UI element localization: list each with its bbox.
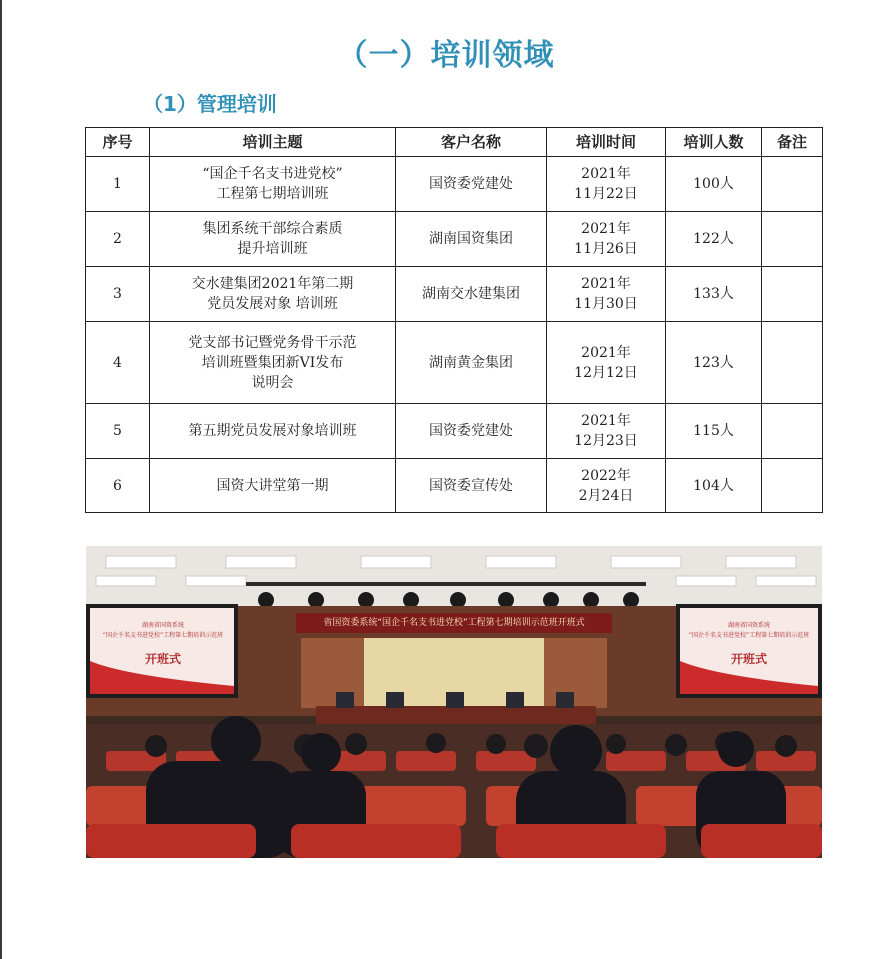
cell-client: 国资委党建处 xyxy=(396,404,547,459)
table-row xyxy=(86,459,823,513)
cell-count: 104人 xyxy=(666,459,762,513)
right-screen-line2: “国企千名支书进党校”工程第七期培训示范班 xyxy=(688,632,810,639)
cell-topic: 集团系统干部综合素质 提升培训班 xyxy=(150,212,396,267)
header-no: 序号 xyxy=(86,128,150,157)
cell-note xyxy=(762,267,823,322)
sub-title: （1）管理培训 xyxy=(143,92,277,116)
cell-topic: 交水建集团2021年第二期 党员发展对象 培训班 xyxy=(150,267,396,322)
header-client: 客户名称 xyxy=(396,128,547,157)
cell-topic: 第五期党员发展对象培训班 xyxy=(150,404,396,459)
table-row xyxy=(86,322,823,404)
meeting-hall-illustration xyxy=(86,546,822,858)
cell-client: 国资委党建处 xyxy=(396,157,547,212)
cell-count: 100人 xyxy=(666,157,762,212)
meeting-photo xyxy=(86,546,822,858)
cell-note xyxy=(762,459,823,513)
table-row xyxy=(86,212,823,267)
right-screen xyxy=(680,608,818,694)
header-note: 备注 xyxy=(762,128,823,157)
right-screen-line1: 湖南省国资系统 xyxy=(727,622,770,629)
table-header-row xyxy=(86,128,823,157)
left-screen-title: 开班式 xyxy=(144,652,181,666)
table-row xyxy=(86,157,823,212)
cell-no: 2 xyxy=(86,212,150,267)
stage-banner: 省国资委系统“国企千名支书进党校”工程第七期培训示范班开班式 xyxy=(323,618,585,628)
cell-note xyxy=(762,322,823,404)
cell-no: 6 xyxy=(86,459,150,513)
cell-count: 133人 xyxy=(666,267,762,322)
cell-time: 2021年 11月22日 xyxy=(547,157,666,212)
cell-topic: “国企千名支书进党校” 工程第七期培训班 xyxy=(150,157,396,212)
left-screen-line2: “国企千名支书进党校”工程第七期培训示范班 xyxy=(102,632,224,639)
cell-client: 湖南交水建集团 xyxy=(396,267,547,322)
table-row xyxy=(86,267,823,322)
header-topic: 培训主题 xyxy=(150,128,396,157)
cell-no: 3 xyxy=(86,267,150,322)
cell-topic: 党支部书记暨党务骨干示范 培训班暨集团新VI发布 说明会 xyxy=(150,322,396,404)
cell-time: 2021年 11月30日 xyxy=(547,267,666,322)
table-row xyxy=(86,404,823,459)
cell-no: 5 xyxy=(86,404,150,459)
cell-count: 115人 xyxy=(666,404,762,459)
cell-time: 2022年 2月24日 xyxy=(547,459,666,513)
section-title: （一）培训领域 xyxy=(337,38,555,73)
cell-count: 122人 xyxy=(666,212,762,267)
left-screen-line1: 湖南省国资系统 xyxy=(141,622,184,629)
cell-no: 4 xyxy=(86,322,150,404)
right-screen-title: 开班式 xyxy=(730,652,767,666)
cell-no: 1 xyxy=(86,157,150,212)
header-count: 培训人数 xyxy=(666,128,762,157)
cell-topic: 国资大讲堂第一期 xyxy=(150,459,396,513)
cell-client: 国资委宣传处 xyxy=(396,459,547,513)
cell-count: 123人 xyxy=(666,322,762,404)
cell-time: 2021年 11月26日 xyxy=(547,212,666,267)
training-table xyxy=(85,127,823,513)
cell-note xyxy=(762,404,823,459)
page-border xyxy=(0,0,2,959)
cell-note xyxy=(762,157,823,212)
cell-client: 湖南黄金集团 xyxy=(396,322,547,404)
cell-time: 2021年 12月12日 xyxy=(547,322,666,404)
header-time: 培训时间 xyxy=(547,128,666,157)
cell-client: 湖南国资集团 xyxy=(396,212,547,267)
cell-time: 2021年 12月23日 xyxy=(547,404,666,459)
left-screen xyxy=(90,608,236,694)
cell-note xyxy=(762,212,823,267)
